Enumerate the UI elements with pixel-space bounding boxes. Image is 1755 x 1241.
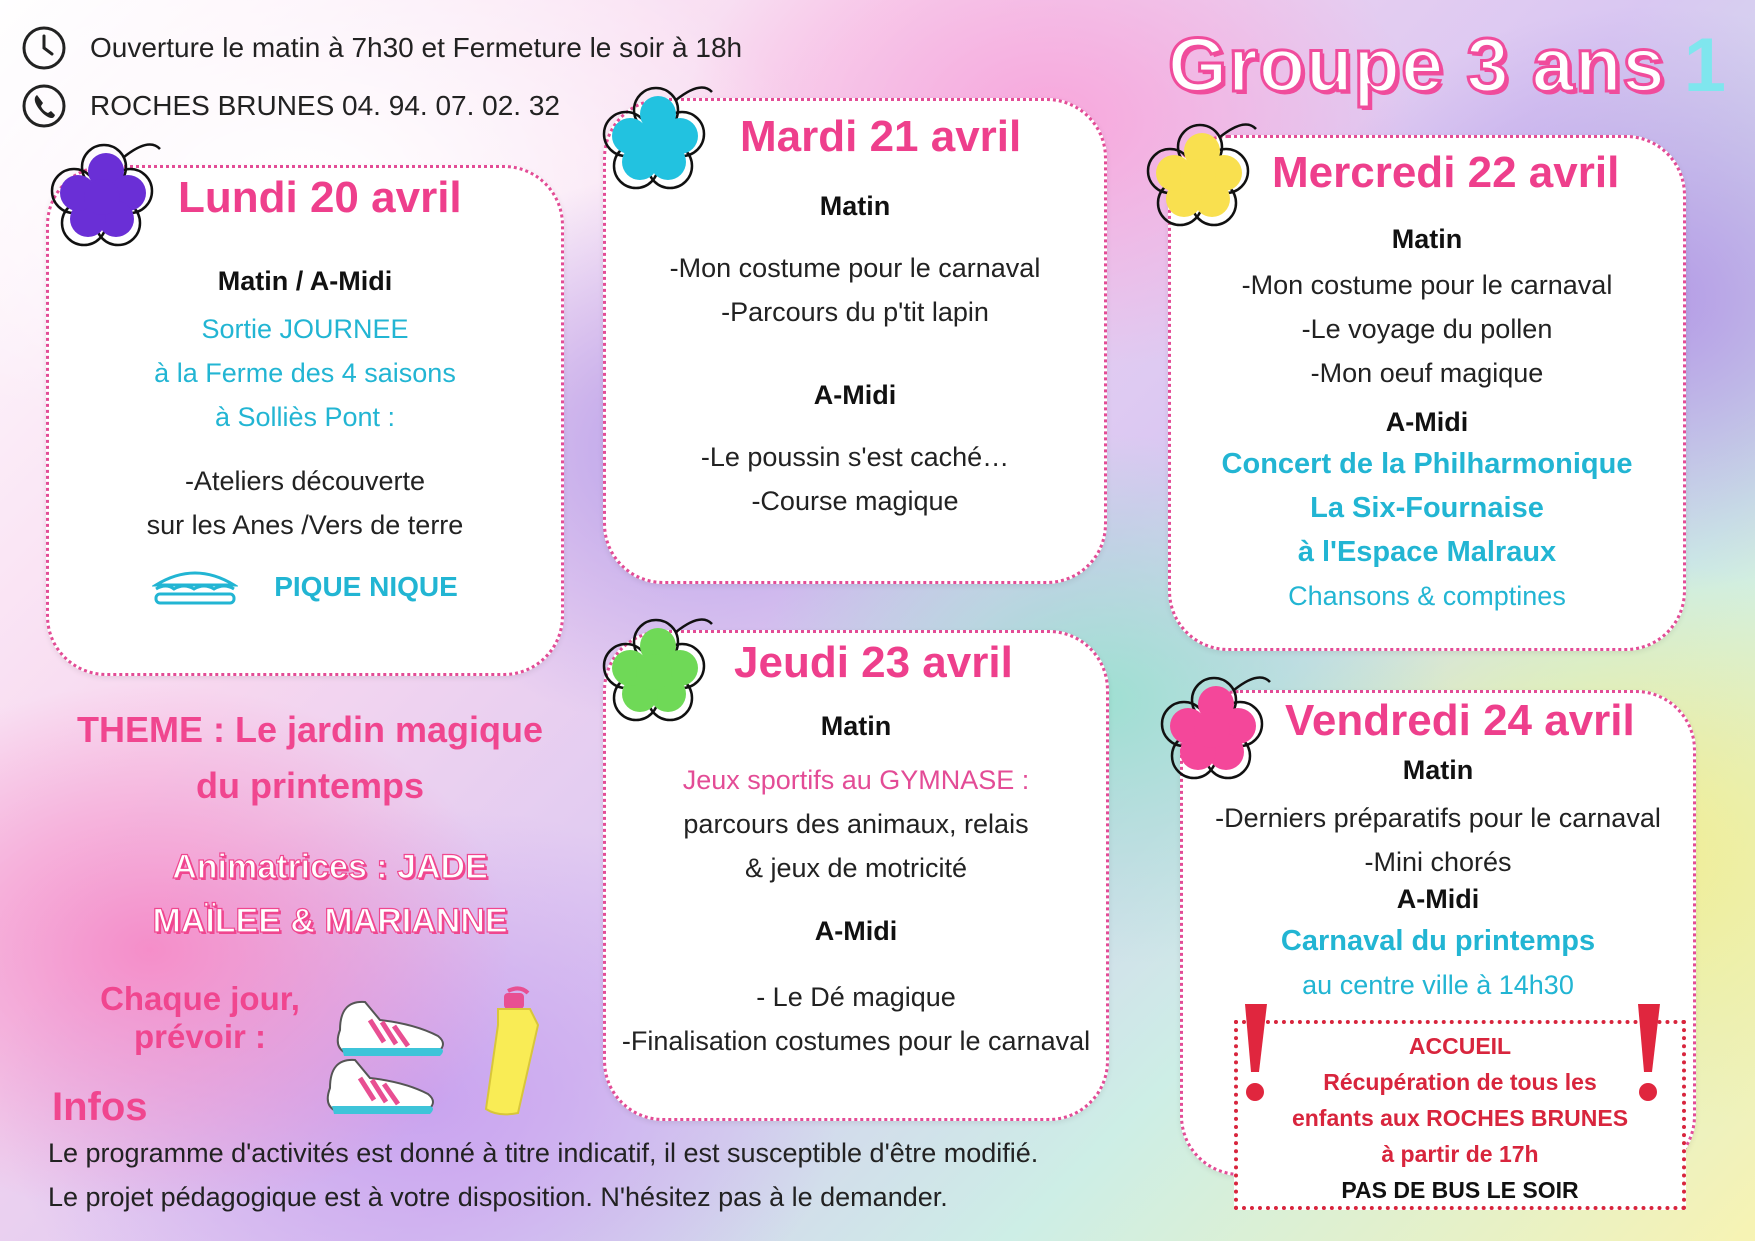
vendredi-afternoon-label: A-Midi <box>1396 884 1480 914</box>
flower-icon-mardi <box>596 78 716 198</box>
theme-line-2: du printemps <box>195 765 424 806</box>
animatrices-block <box>100 840 560 948</box>
flower-icon-lundi <box>44 135 164 255</box>
mercredi-morning-1: -Mon costume pour le carnaval <box>1241 270 1613 300</box>
lundi-outing-3: à Solliès Pont : <box>214 402 396 432</box>
mercredi-afternoon-label: A-Midi <box>1385 407 1469 437</box>
infos-line-1: Le programme d'activités est donné à titre indicatif, il est susceptible d'être modifié. <box>48 1138 1039 1168</box>
group-number: 1 <box>1683 23 1727 108</box>
theme-line-1: THEME : Le jardin magique <box>76 709 544 750</box>
no-bus-notice: PAS DE BUS LE SOIR <box>1341 1177 1579 1203</box>
jeudi-morning-2: & jeux de motricité <box>744 853 968 883</box>
theme-block <box>70 702 550 814</box>
accueil-line-1: Récupération de tous les <box>1323 1069 1597 1095</box>
phone-text: ROCHES BRUNES 04. 94. 07. 02. 32 <box>90 90 560 121</box>
mardi-afternoon-1: -Le poussin s'est caché… <box>700 442 1010 472</box>
mercredi-concert-3: à l'Espace Malraux <box>1297 536 1557 568</box>
sandwich-icon <box>152 567 238 607</box>
animatrices-line-1: Animatrices : JADE <box>172 848 488 886</box>
vendredi-afternoon-note: au centre ville à 14h30 <box>1302 970 1574 1000</box>
accueil-line-3: à partir de 17h <box>1381 1141 1539 1167</box>
exclamation-icon-right <box>1630 1000 1666 1110</box>
prevoir-line-2: prévoir : <box>133 1018 267 1055</box>
lundi-outing-1: Sortie JOURNEE <box>201 314 409 344</box>
vendredi-title: Vendredi 24 avril <box>1285 696 1635 745</box>
prevoir-line-1: Chaque jour, <box>100 980 300 1017</box>
jeudi-morning-1: parcours des animaux, relais <box>683 809 1029 839</box>
opening-hours <box>20 24 742 72</box>
clock-icon <box>20 24 68 72</box>
vendredi-carnaval: Carnaval du printemps <box>1280 925 1596 957</box>
jeudi-morning-highlight: Jeux sportifs au GYMNASE : <box>682 765 1030 795</box>
animatrices-line-2: MAÏLEE & MARIANNE <box>152 902 508 940</box>
water-bottle-icon <box>468 985 558 1120</box>
accueil-title: ACCUEIL <box>1408 1033 1512 1059</box>
infos-line-2: Le projet pédagogique est à votre disposition. N'hésitez pas à le demander. <box>48 1182 948 1212</box>
jeudi-afternoon-2: -Finalisation costumes pour le carnaval <box>621 1026 1091 1056</box>
sneakers-icon <box>320 990 460 1120</box>
vendredi-morning-label: Matin <box>1402 755 1474 785</box>
flower-icon-mercredi <box>1140 115 1260 235</box>
mercredi-concert-1: Concert de la Philharmonique <box>1221 448 1633 480</box>
mercredi-afternoon-note: Chansons & comptines <box>1288 581 1566 611</box>
phone-line <box>20 82 560 130</box>
mercredi-morning-2: -Le voyage du pollen <box>1301 314 1553 344</box>
mardi-afternoon-2: -Course magique <box>751 486 959 516</box>
mercredi-concert-2: La Six-Fournaise <box>1310 492 1544 524</box>
mardi-morning-2: -Parcours du p'tit lapin <box>721 297 989 327</box>
picnic-label: PIQUE NIQUE <box>274 571 458 602</box>
mardi-morning-label: Matin <box>819 191 891 221</box>
jeudi-afternoon-label: A-Midi <box>814 916 898 946</box>
mercredi-title: Mercredi 22 avril <box>1272 148 1620 197</box>
mercredi-morning-3: -Mon oeuf magique <box>1310 358 1544 388</box>
jeudi-title: Jeudi 23 avril <box>734 638 1013 687</box>
flower-icon-jeudi <box>596 610 716 730</box>
vendredi-morning-2: -Mini chorés <box>1364 847 1512 877</box>
prevoir-block <box>70 980 330 1056</box>
group-title-text: Groupe 3 ans <box>1168 23 1666 108</box>
accueil-line-2: enfants aux ROCHES BRUNES <box>1291 1105 1629 1131</box>
infos-title: Infos <box>52 1085 148 1129</box>
lundi-title: Lundi 20 avril <box>178 173 462 222</box>
phone-icon <box>20 82 68 130</box>
accueil-box <box>1234 1020 1686 1210</box>
hours-text: Ouverture le matin à 7h30 et Fermeture le soir à 18h <box>90 32 743 63</box>
jeudi-morning-label: Matin <box>820 711 892 741</box>
flower-icon-vendredi <box>1154 668 1274 788</box>
lundi-activity-2: sur les Anes /Vers de terre <box>146 510 464 540</box>
lundi-outing-2: à la Ferme des 4 saisons <box>154 358 456 388</box>
mardi-title: Mardi 21 avril <box>740 112 1022 161</box>
exclamation-icon-left <box>1237 1000 1273 1110</box>
lundi-activity-1: -Ateliers découverte <box>184 466 426 496</box>
mercredi-morning-label: Matin <box>1391 224 1463 254</box>
jeudi-afternoon-1: - Le Dé magique <box>756 982 956 1012</box>
lundi-section: Matin / A-Midi <box>217 266 393 296</box>
mardi-morning-1: -Mon costume pour le carnaval <box>669 253 1041 283</box>
vendredi-morning-1: -Derniers préparatifs pour le carnaval <box>1215 803 1661 833</box>
mardi-afternoon-label: A-Midi <box>813 380 897 410</box>
group-title <box>1168 22 1727 109</box>
